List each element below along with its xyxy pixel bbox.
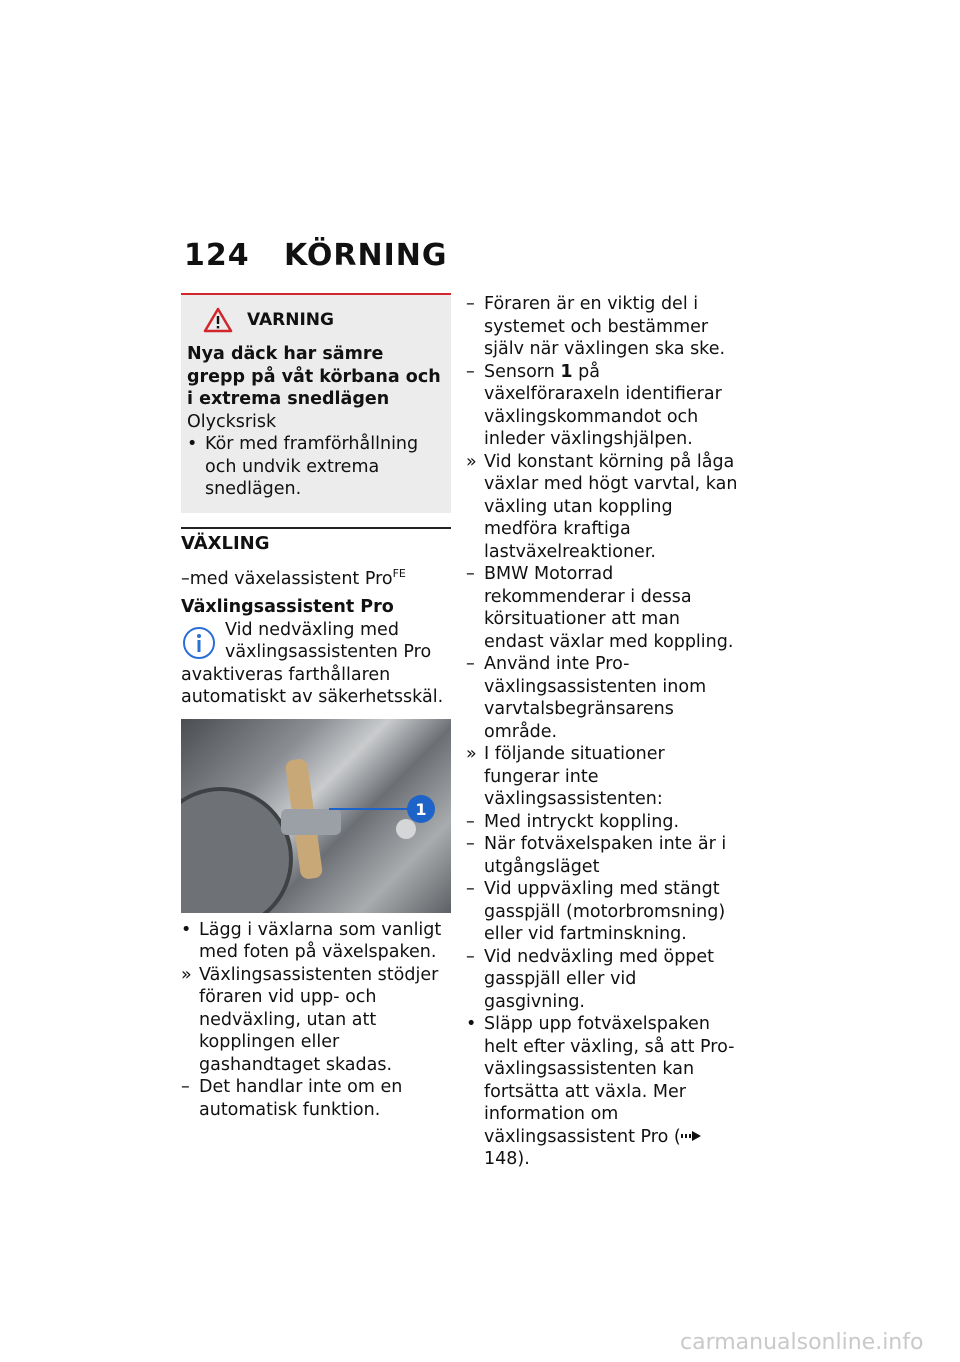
- list-text: Det handlar inte om en automatisk funktion.: [199, 1077, 403, 1120]
- list-item: [181, 1076, 451, 1121]
- page-reference: 148).: [484, 1149, 530, 1169]
- list-text: Lägg i växlarna som vanligt med foten på växelspaken.: [199, 919, 442, 963]
- list-item: [466, 946, 741, 1014]
- gear-sensor-photo: [181, 719, 451, 913]
- list-marker: •: [181, 919, 192, 940]
- photo-illustration: [181, 719, 451, 913]
- list-item: [466, 361, 741, 451]
- list-text: Vid konstant körning på låga växlar med högt varvtal, kan växling utan koppling medföra kraftiga lastväxelreaktioner.: [484, 451, 738, 562]
- list-item: [466, 1013, 741, 1171]
- list-marker: –: [466, 879, 475, 899]
- list-marker: »: [181, 964, 192, 985]
- list-marker: »: [466, 744, 477, 764]
- list-item: [181, 919, 451, 964]
- list-marker: •: [466, 1014, 477, 1034]
- page-number: 124: [184, 238, 250, 273]
- section-title: VÄXLING: [181, 527, 451, 556]
- list-item: [466, 563, 741, 653]
- list-marker: –: [466, 946, 475, 967]
- list-marker: –: [466, 654, 475, 674]
- warning-title: [187, 307, 445, 333]
- info-note: [181, 619, 451, 709]
- warning-box: [181, 293, 451, 513]
- warning-risk: Olycksrisk: [187, 411, 277, 432]
- subheading: Växlingsassistent Pro: [181, 597, 394, 618]
- list-item: [181, 964, 451, 1077]
- list-item: [466, 833, 741, 878]
- list-marker: –: [466, 564, 475, 584]
- left-column: [181, 293, 451, 1121]
- list-text: Växlingsassistenten stödjer föraren vid upp- och nedväxling, utan att kopplingen eller gashandtaget skadas.: [199, 964, 439, 1075]
- list-text: Vid uppväxling med stängt gasspjäll (motorbromsning) eller vid fartminskning.: [484, 879, 726, 944]
- chapter-title: KÖRNING: [284, 238, 448, 273]
- right-column: [466, 293, 741, 1171]
- list-marker: –: [466, 361, 475, 382]
- list-item: [466, 653, 741, 743]
- list-item: [466, 743, 741, 811]
- list-text: Sensorn: [484, 361, 561, 382]
- list-item: [466, 811, 741, 834]
- warning-triangle-icon: [203, 307, 233, 333]
- photo-callout: 1: [415, 799, 427, 819]
- info-text: Vid nedväxling med växlingsassistenten Pro avaktiveras farthållaren automatiskt av säkerhetsskäl.: [181, 619, 444, 708]
- list-marker: –: [466, 811, 475, 832]
- option-line: –med växelassistent Pro$^{FE}$: [181, 567, 406, 589]
- list-text: Vid nedväxling med öppet gasspjäll eller vid gasgivning.: [484, 946, 715, 1012]
- page-header: [184, 238, 448, 273]
- info-icon: [181, 625, 217, 661]
- list-item: [466, 293, 741, 361]
- warning-label: VARNING: [247, 309, 334, 330]
- warning-action: • Kör med framförhållning och undvik extrema snedlägen.: [187, 434, 419, 499]
- list-text: BMW Motorrad rekommenderar i dessa körsituationer att man endast växlar med koppling.: [484, 564, 734, 652]
- watermark: carmanualsonline.info: [680, 1330, 924, 1355]
- list-marker: –: [181, 1077, 190, 1098]
- list-text: När fotväxelspaken inte är i utgångsläget: [484, 834, 727, 877]
- callout-ref: 1: [560, 361, 573, 382]
- list-text: I följande situationer fungerar inte växlingsassistenten:: [484, 744, 665, 809]
- left-list: [181, 919, 451, 1122]
- warning-heading: Nya däck har sämre grepp på våt körbana och i extrema snedlägen: [187, 344, 441, 409]
- list-item: [466, 451, 741, 564]
- list-marker: –: [466, 294, 475, 314]
- list-text: Med intryckt koppling.: [484, 811, 680, 832]
- list-text: Föraren är en viktig del i systemet och bestämmer själv när växlingen ska ske.: [484, 294, 726, 359]
- page-reference-arrow-icon: [681, 1130, 703, 1142]
- right-list: [466, 293, 741, 1171]
- list-text: på växelföraraxeln identifierar växlingskommandot och inleder växlingshjälpen.: [484, 361, 722, 449]
- list-text: Använd inte Pro-växlingsassistenten inom varvtalsbegränsarens område.: [484, 654, 707, 742]
- list-marker: »: [466, 451, 477, 472]
- list-text: Släpp upp fotväxelspaken helt efter växling, så att Pro-växlingsassistenten kan fortsätta att växla. Mer information om växlingsassistent Pro (: [484, 1014, 735, 1147]
- list-item: [466, 878, 741, 946]
- list-marker: –: [466, 834, 475, 854]
